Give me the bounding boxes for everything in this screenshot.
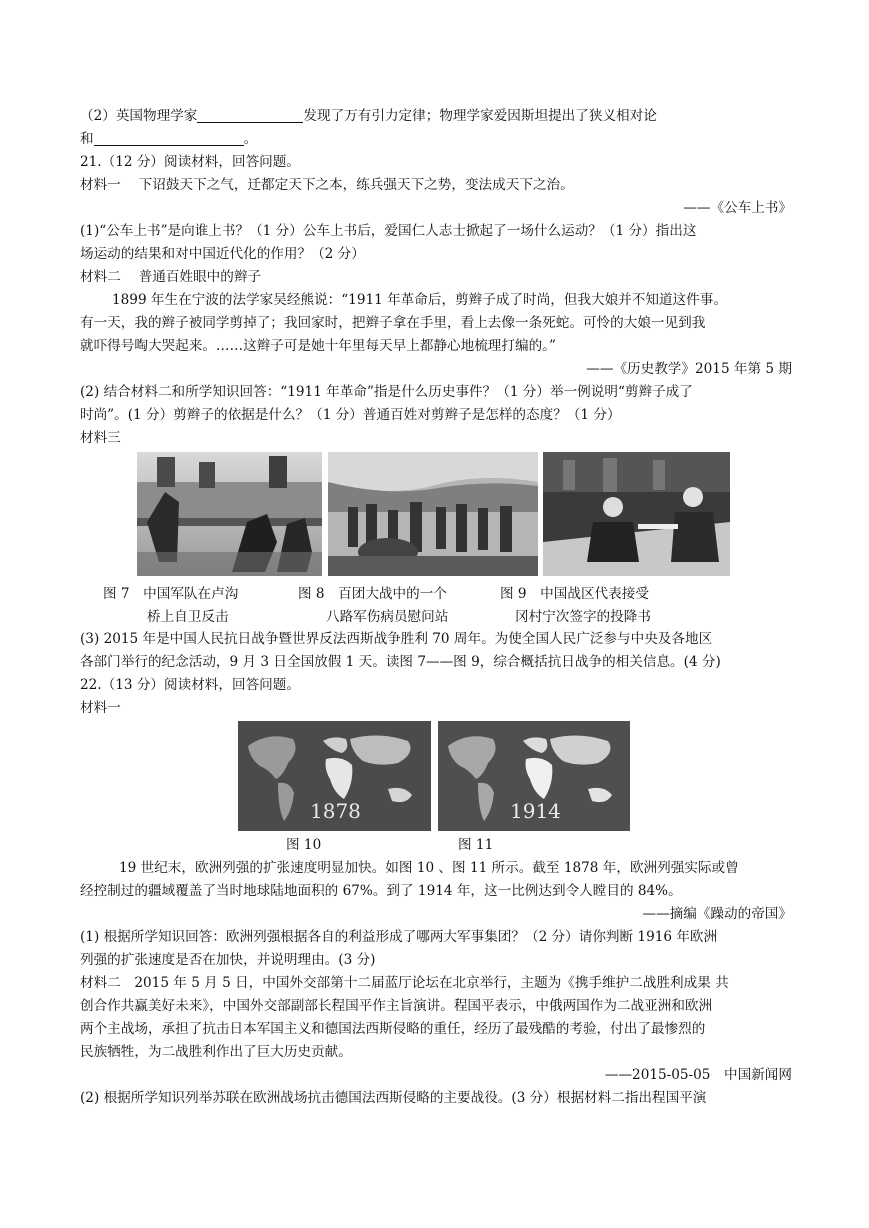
q22-question2-line1: (2) 根据所学知识列举苏联在欧洲战场抗击德国法西斯侵略的主要战役。(3 分）根据材料二指出程国平演: [80, 1090, 707, 1106]
q22-material2-line3: 两个主战场，承担了抗击日本军国主义和德国法西斯侵略的重任，经历了最残酷的考验，付出了最惨烈的: [80, 1021, 706, 1037]
q22-material1-source: ——摘编《躁动的帝国》: [642, 906, 792, 922]
figure9-photo: [543, 452, 730, 576]
q21-material1-source: ——《公车上书》: [683, 200, 792, 216]
q22-material2-line2: 创合作共赢美好未来》，中国外交部副部长程国平作主旨演讲。程国平表示，中俄两国作为二战亚洲和欧洲: [80, 998, 713, 1014]
q20-part2-line2: 和 。: [80, 131, 258, 147]
q21-question1-line2: 场运动的结果和对中国近代化的作用？（2 分）: [80, 246, 365, 262]
q21-question2-line2: 时尚”。(1 分）剪辫子的依据是什么？（1 分）普通百姓对剪辫子是怎样的态度？（1 分）: [80, 407, 621, 423]
q21-material2-para-line3: 就吓得号啕大哭起来。……这辫子可是她十年里每天早上都静心地梳理打编的。”: [80, 338, 556, 354]
map1914-year-label: 1914: [510, 799, 561, 823]
q21-material1: 材料一 下诏鼓天下之气，迁都定天下之本，练兵强天下之势，变法成天下之治。: [80, 177, 574, 193]
q22-material2-source: ——2015-05-05 中国新闻网: [604, 1067, 792, 1083]
q21-material2-source: ——《历史教学》2015 年第 5 期: [586, 361, 792, 377]
q21-material2-para-line2: 有一天，我的辫子被同学剪掉了；我回家时，把辫子拿在手里，看上去像一条死蛇。可怜的大娘一见到我: [80, 315, 706, 331]
q22-question1-line2: 列强的扩张速度是否在加快，并说明理由。(3 分): [80, 952, 376, 968]
figure11-caption: 图 11: [458, 837, 494, 853]
answer-blank-relativity[interactable]: [94, 130, 244, 146]
figure10-caption: 图 10: [286, 837, 322, 853]
q22-material2-line1: 材料二 2015 年 5 月 5 日，中国外交部第十二届蓝厅论坛在北京举行，主题为《携手维护二战胜利成果 共: [80, 975, 729, 991]
figure7-photo: [137, 452, 322, 576]
surrender-ceremony-photo-image: [543, 452, 730, 576]
figure8-caption-line1: 图 8 百团大战中的一个: [298, 586, 447, 602]
map1878-year-label: 1878: [310, 799, 361, 823]
q21-question3-line1: (3) 2015 年是中国人民抗日战争暨世界反法西斯战争胜利 70 周年。为使全国人民广泛参与中央及各地区: [80, 631, 713, 647]
figure7-caption-line1: 图 7 中国军队在卢沟: [103, 586, 239, 602]
q21-question1-line1: (1)“公车上书”是向谁上书？（1 分）公车上书后，爱国仁人志士掀起了一场什么运动？（1 分）指出这: [80, 223, 697, 239]
q22-material1-para-line2: 经控制过的疆域覆盖了当时地球陆地面积的 67%。到了 1914 年，这一比例达到令人瞠目的 84%。: [80, 883, 682, 899]
q22-material1-para-line1: 19 世纪末，欧洲列强的扩张速度明显加快。如图 10 、图 11 所示。截至 1878 年，欧洲列强实际或曾: [119, 860, 739, 876]
q20-part2-line1: （2）英国物理学家 发现了万有引力定律；物理学家爱因斯坦提出了狭义相对论: [80, 108, 657, 124]
q21-question2-line1: (2) 结合材料二和所学知识回答：“1911 年革命”指是什么历史事件？（1 分）举一例说明“剪辫子成了: [80, 384, 693, 400]
q22-material1-title: 材料一: [80, 700, 121, 716]
figure9-caption-line2: 冈村宁次签字的投降书: [515, 609, 651, 625]
q21-material3-title: 材料三: [80, 430, 121, 446]
figure7-caption-line2: 桥上自卫反击: [147, 609, 229, 625]
figure10-map: [238, 721, 431, 831]
hundred-regiments-photo-image: [328, 452, 538, 576]
figure8-photo: [328, 452, 538, 576]
q22-material2-line4: 民族牺牲，为二战胜利作出了巨大历史贡献。: [80, 1044, 352, 1060]
q21-material2-title: 材料二 普通百姓眼中的辫子: [80, 269, 262, 285]
q22-header: 22.（13 分）阅读材料，回答问题。: [80, 677, 300, 693]
figure11-map: [438, 721, 630, 831]
q21-question3-line2: 各部门举行的纪念活动，9 月 3 日全国放假 1 天。读图 7——图 9，综合概括抗日战争的相关信息。(4 分): [80, 654, 721, 670]
q21-material2-para-line1: 1899 年生在宁波的法学家吴经熊说：“1911 年革命后，剪辫子成了时尚，但我大娘并不知道这件事。: [112, 292, 727, 308]
lugou-bridge-photo-image: [137, 452, 322, 576]
q21-header: 21.（12 分）阅读材料，回答问题。: [80, 154, 300, 170]
figure9-caption-line1: 图 9 中国战区代表接受: [500, 586, 649, 602]
answer-blank-newton[interactable]: [197, 107, 303, 123]
figure8-caption-line2: 八路军伤病员慰问站: [326, 609, 449, 625]
q22-question1-line1: (1) 根据所学知识回答：欧洲列强根据各自的利益形成了哪两大军事集团？（2 分）请你判断 1916 年欧洲: [80, 929, 718, 945]
